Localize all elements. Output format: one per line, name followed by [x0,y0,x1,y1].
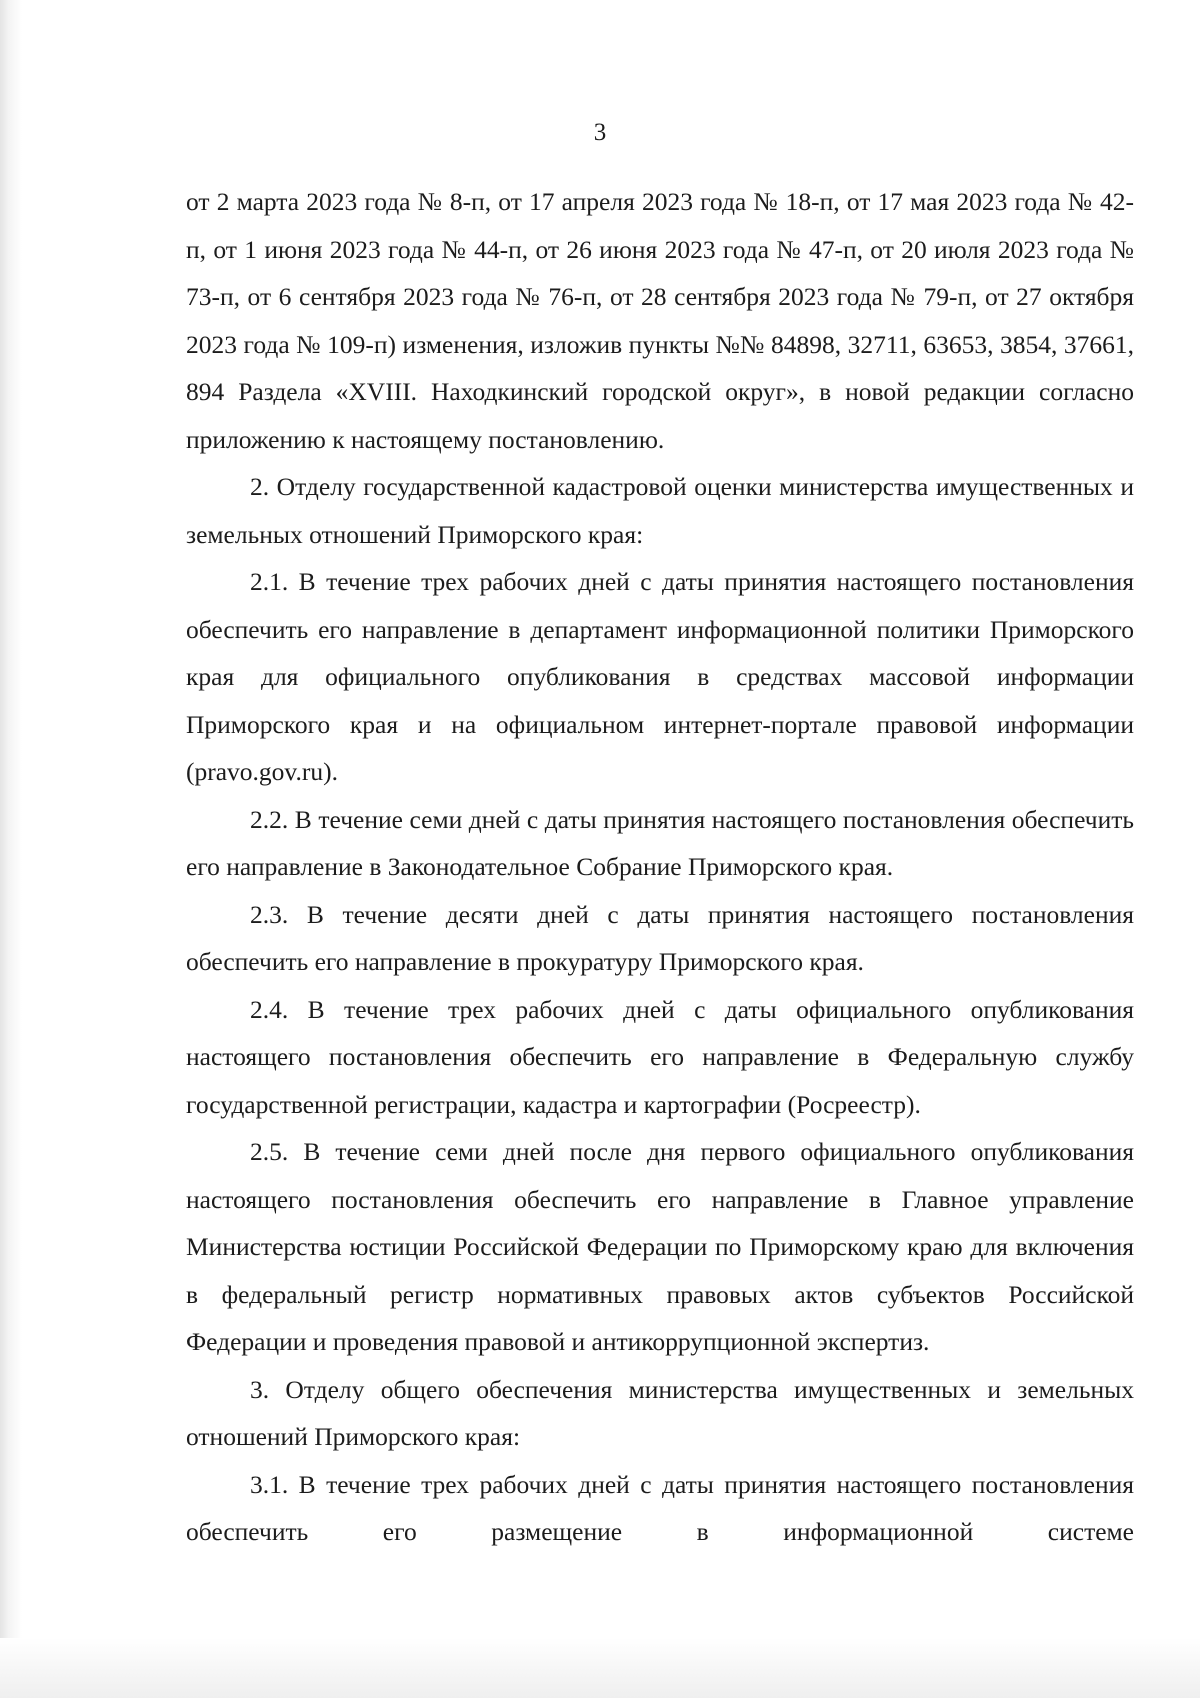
paragraph-item-2-3 [186,891,1134,986]
text-line: от 17 мая 2023 года № 42-п, от 1 июня 2023 года № 44-п, от 26 июня 2023 года [186,187,1134,264]
text-line: обеспечить его направление в прокуратуру Приморского края. [186,947,864,976]
text-line: 2.2. В течение семи дней с даты принятия настоящего постановления [250,804,1006,834]
paragraph-item-2-4 [186,986,1134,1129]
text-line: Министерства юстиции Российской Федерации по Приморскому краю [186,1232,963,1261]
text-line: 3. Отделу общего обеспечения министерства имущественных [250,1374,972,1404]
text-line: настоящего постановления обеспечить его направление в Федеральную службу [186,1042,1134,1071]
text-line: постановления обеспечить его размещение в информационной системе [186,1469,1134,1546]
text-line: имущественных и земельных отношений Приморского края: [186,472,1134,549]
text-line: и земельных отношений Приморского края: [186,1374,1134,1451]
text-line: от 2 марта 2023 года № 8-п, от 17 апреля 2023 года № 18-п, [186,187,840,216]
text-line: 2.3. В течение десяти дней с даты принятия настоящего постановления [250,899,1134,929]
text-line: 2.1. В течение трех рабочих дней с даты принятия настоящего [250,567,962,596]
paragraph-item-3 [186,1366,1134,1461]
text-line: государственной регистрации, кадастра и картографии (Росреестр). [186,1089,921,1119]
text-line: 2.4. В течение трех рабочих дней с даты официального опубликования [250,994,1134,1024]
text-line: политики Приморского края для официального опубликования в средствах [186,614,1135,691]
scan-shadow-left [0,0,22,1698]
text-line: 2.5. В течение семи дней после дня первого официального опубликования [250,1137,1134,1166]
text-line: настоящего постановления обеспечить его направление в Главное управление [186,1184,1134,1214]
text-line: правовой информации (pravo.gov.ru). [186,709,1134,786]
text-line: 3.1. В течение трех рабочих дней с даты принятия настоящего [250,1469,962,1499]
text-line: Российской Федерации и проведения правовой и антикоррупционной экспертиз. [186,1279,1135,1356]
text-line: «XVIII. Находкинский городской округ», в новой редакции согласно [335,377,1134,406]
text-line: приложению к настоящему постановлению. [186,424,665,454]
text-line: для включения в федеральный регистр нормативных правовых актов субъектов [186,1232,1135,1309]
paragraph-item-2-2 [186,796,1134,891]
text-line: массовой информации Приморского края и на официальном интернет-портале [186,662,1135,739]
paragraph-item-2-1 [186,558,1134,796]
document-body [186,178,1134,1556]
text-line: постановления обеспечить его направление в департамент информационной [186,567,1134,644]
paragraph-item-3-1 [186,1461,1134,1556]
page-number: 3 [593,119,607,146]
paragraph-amendments-list [186,178,1134,463]
text-line: № 47-п, от 20 июля 2023 года № 73-п, от 6 сентября 2023 года № 76-п, [186,234,1134,311]
text-line: от 28 сентября 2023 года № 79-п, от 27 октября 2023 года № 109-п) изменения, [186,282,1134,359]
text-line: изложив пункты №№ 84898, 32711, 63653, 3854, 37661, 894 Раздела [186,329,1134,406]
text-line: 2. Отделу государственной кадастровой оценки министерства [250,472,929,501]
paragraph-item-2-5 [186,1128,1134,1366]
paragraph-item-2 [186,463,1134,558]
text-line: обеспечить его направление в Законодательное Собрание Приморского края. [186,804,1134,881]
scan-shadow-bottom [0,1638,1200,1698]
